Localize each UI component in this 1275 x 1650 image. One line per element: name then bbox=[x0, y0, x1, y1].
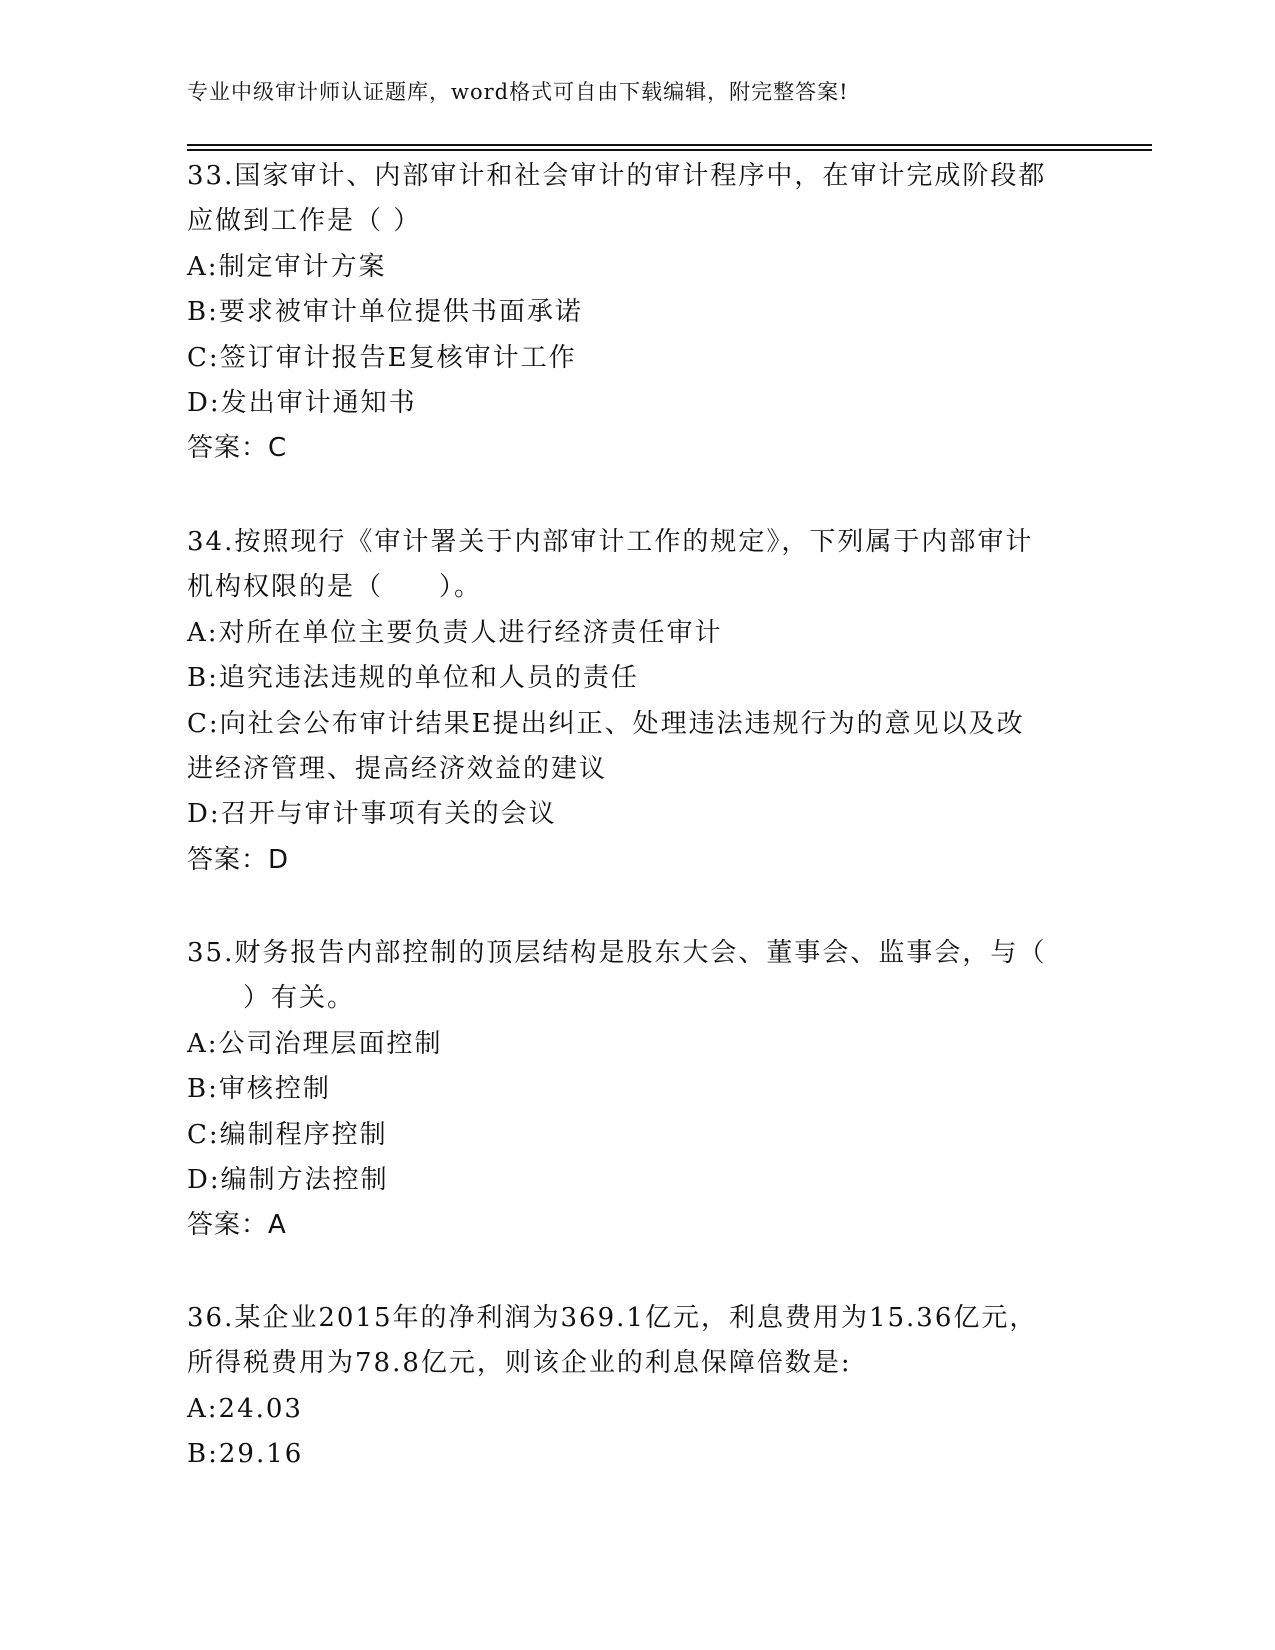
header-rule-top bbox=[187, 144, 1152, 146]
option-a: A:公司治理层面控制 bbox=[187, 1028, 443, 1059]
question-35 bbox=[187, 931, 1097, 1249]
question-stem-line: 34.按照现行《审计署关于内部审计工作的规定》，下列属于内部审计 bbox=[187, 527, 1034, 557]
header-rule-bottom bbox=[187, 149, 1152, 151]
option-c: C:编制程序控制 bbox=[187, 1119, 388, 1150]
option-b: B:审核控制 bbox=[187, 1074, 331, 1105]
answer-line: 答案：D bbox=[187, 844, 290, 875]
option-a: A:24.03 bbox=[187, 1393, 303, 1424]
option-d: D:编制方法控制 bbox=[187, 1164, 389, 1195]
page-header-text: 专业中级审计师认证题库，word格式可自由下载编辑，附完整答案! bbox=[187, 80, 849, 104]
question-33 bbox=[187, 154, 1097, 472]
question-stem-line: 所得税费用为78.8亿元，则该企业的利息保障倍数是: bbox=[187, 1348, 852, 1379]
question-stem-line: ）有关。 bbox=[187, 983, 356, 1014]
option-b: B:29.16 bbox=[187, 1439, 304, 1470]
question-stem-line: 33.国家审计、内部审计和社会审计的审计程序中，在审计完成阶段都 bbox=[187, 161, 1047, 191]
option-c: C:向社会公布审计结果E提出纠正、处理违法违规行为的意见以及改 bbox=[187, 708, 1025, 739]
question-stem-line: 机构权限的是（ ）。 bbox=[187, 572, 483, 603]
option-c-continued: 进经济管理、提高经济效益的建议 bbox=[187, 753, 608, 784]
question-stem-line: 36.某企业2015年的净利润为369.1亿元，利息费用为15.36亿元， bbox=[187, 1303, 1038, 1333]
option-d: D:召开与审计事项有关的会议 bbox=[187, 799, 557, 830]
question-34 bbox=[187, 520, 1097, 883]
option-a: A:制定审计方案 bbox=[187, 251, 387, 282]
option-d: D:发出审计通知书 bbox=[187, 387, 417, 418]
option-a: A:对所在单位主要负责人进行经济责任审计 bbox=[187, 617, 723, 648]
question-stem-line: 应做到工作是（ ） bbox=[187, 206, 422, 237]
option-b: B:要求被审计单位提供书面承诺 bbox=[187, 297, 583, 328]
answer-line: 答案：C bbox=[187, 433, 288, 464]
option-c: C:签订审计报告E复核审计工作 bbox=[187, 342, 577, 373]
answer-line: 答案：A bbox=[187, 1210, 287, 1241]
question-stem-line: 35.财务报告内部控制的顶层结构是股东大会、董事会、监事会，与（ bbox=[187, 938, 1047, 968]
option-b: B:追究违法违规的单位和人员的责任 bbox=[187, 663, 639, 694]
question-36 bbox=[187, 1296, 1097, 1478]
